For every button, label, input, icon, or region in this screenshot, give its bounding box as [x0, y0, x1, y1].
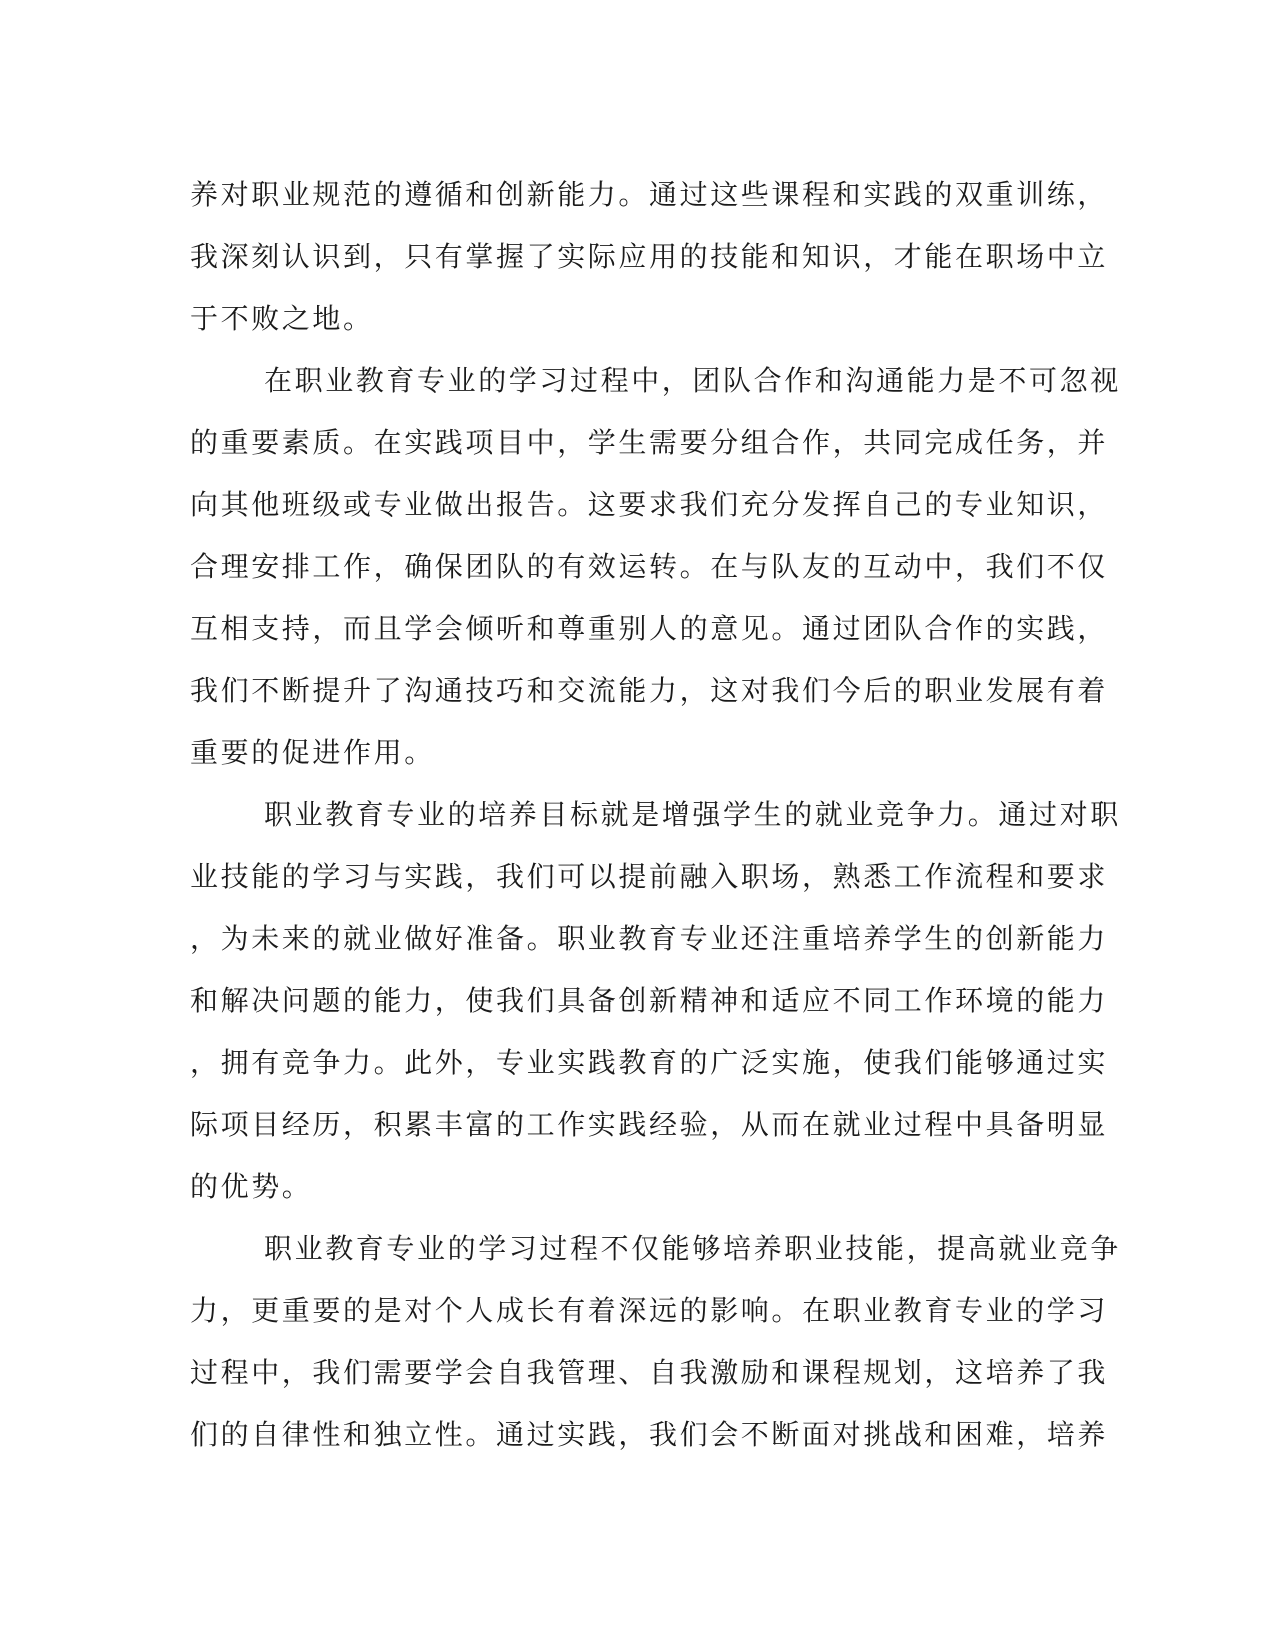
- text-line: 职业教育专业的学习过程不仅能够培养职业技能，提高就业竞争: [264, 1232, 1121, 1265]
- text-line: 合理安排工作，确保团队的有效运转。在与队友的互动中，我们不仅: [190, 550, 1109, 583]
- text-line: ，为未来的就业做好准备。职业教育专业还注重培养学生的创新能力: [190, 922, 1109, 955]
- text-line: 业技能的学习与实践，我们可以提前融入职场，熟悉工作流程和要求: [190, 860, 1109, 893]
- paragraph-1: [190, 164, 1109, 350]
- text-line: 力，更重要的是对个人成长有着深远的影响。在职业教育专业的学习: [190, 1294, 1109, 1327]
- text-line: 的重要素质。在实践项目中，学生需要分组合作，共同完成任务，并: [190, 426, 1109, 459]
- text-line: 职业教育专业的培养目标就是增强学生的就业竞争力。通过对职: [264, 798, 1121, 831]
- paragraph-3: [190, 784, 1121, 1218]
- text-line: ，拥有竞争力。此外，专业实践教育的广泛实施，使我们能够通过实: [190, 1046, 1109, 1079]
- text-line: 向其他班级或专业做出报告。这要求我们充分发挥自己的专业知识，: [190, 488, 1109, 521]
- text-line: 们的自律性和独立性。通过实践，我们会不断面对挑战和困难，培养: [190, 1418, 1109, 1451]
- text-line: 于不败之地。: [190, 302, 374, 335]
- document-body: [190, 164, 1121, 1466]
- text-line: 互相支持，而且学会倾听和尊重别人的意见。通过团队合作的实践，: [190, 612, 1109, 645]
- text-line: 际项目经历，积累丰富的工作实践经验，从而在就业过程中具备明显: [190, 1108, 1109, 1141]
- paragraph-2: [190, 350, 1121, 784]
- text-line: 在职业教育专业的学习过程中，团队合作和沟通能力是不可忽视: [264, 364, 1121, 397]
- text-line: 我们不断提升了沟通技巧和交流能力，这对我们今后的职业发展有着: [190, 674, 1109, 707]
- paragraph-4: [190, 1218, 1121, 1466]
- text-line: 过程中，我们需要学会自我管理、自我激励和课程规划，这培养了我: [190, 1356, 1109, 1389]
- text-line: 养对职业规范的遵循和创新能力。通过这些课程和实践的双重训练，: [190, 178, 1109, 211]
- text-line: 重要的促进作用。: [190, 736, 435, 769]
- text-line: 我深刻认识到，只有掌握了实际应用的技能和知识，才能在职场中立: [190, 240, 1109, 273]
- text-line: 的优势。: [190, 1170, 313, 1203]
- text-line: 和解决问题的能力，使我们具备创新精神和适应不同工作环境的能力: [190, 984, 1109, 1017]
